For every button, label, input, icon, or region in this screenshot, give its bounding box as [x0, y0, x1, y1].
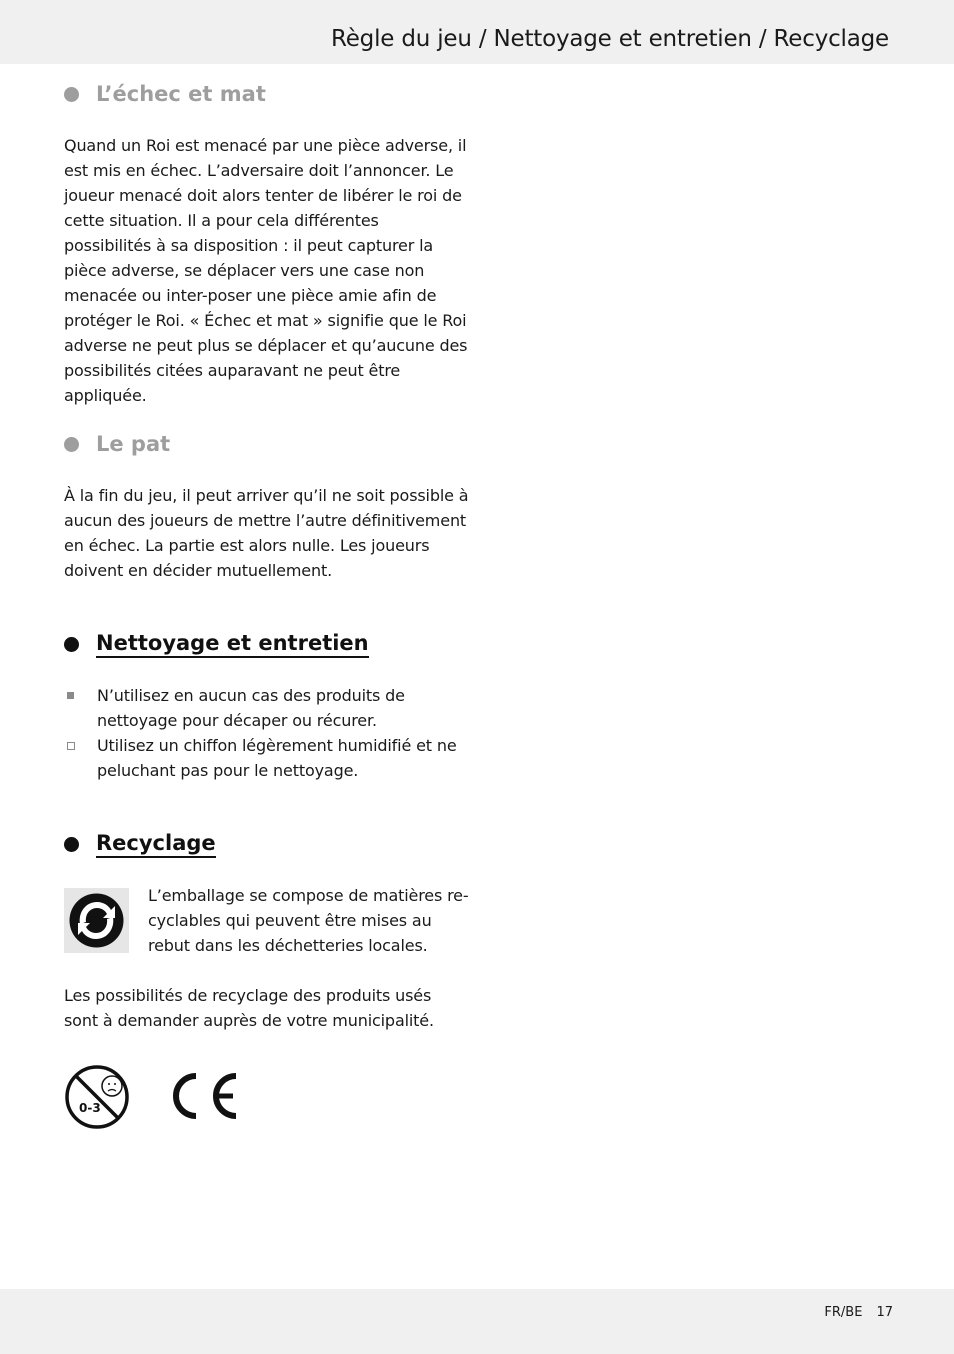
ce-mark-icon: [169, 1071, 241, 1121]
section-heading-stalemate: [64, 429, 170, 459]
green-dot-recycling-icon: [64, 888, 129, 953]
stalemate-paragraph: À la fin du jeu, il peut arriver qu’il ne soit possible à aucun des joueurs de mettre l’autre définitivement en échec. La partie est alors nulle. Les joueurs doivent en décider mutuellement.: [64, 486, 469, 580]
bullet-icon: [64, 837, 79, 852]
checkmate-paragraph: Quand un Roi est menacé par une pièce adverse, il est mis en échec. L’adversaire doit l’annoncer. Le joueur menacé doit alors tenter de libérer le roi de cette situation. Il a pour cela différentes possibilités à sa disposition : il peut capturer la pièce adverse, se déplacer vers une case non menacée ou inter-poser une pièce amie afin de protéger le Roi. « Échec et mat » signifie que le Roi adverse ne peut plus se déplacer et qu’aucune des possibilités citées auparavant ne peut être appliquée.: [64, 136, 468, 405]
age-label: 0-3: [79, 1101, 101, 1115]
section-heading-checkmate: [64, 79, 266, 109]
heading-text: Recyclage: [96, 831, 216, 858]
heading-text: Le pat: [96, 432, 171, 456]
page-header-title: Règle du jeu / Nettoyage et entretien / Recyclage: [330, 26, 889, 52]
cleaning-list: [64, 683, 469, 783]
packaging-recycling-text: L’emballage se compose de matières re-cyclables qui peuvent être mises au rebut dans les déchetteries locales.: [148, 886, 469, 955]
page-footer: [824, 1305, 893, 1320]
bullet-icon: [64, 637, 79, 652]
filled-square-bullet-icon: [67, 692, 74, 699]
not-suitable-0-3-icon: [64, 1064, 130, 1130]
list-item-text: N’utilisez en aucun cas des produits de nettoyage pour décaper ou récurer.: [97, 686, 405, 730]
heading-text: Nettoyage et entretien: [96, 631, 369, 658]
list-item-text: Utilisez un chiffon légèrement humidifié et ne peluchant pas pour le nettoyage.: [97, 736, 457, 780]
footer-band: [0, 1289, 954, 1354]
recycling-paragraph: Les possibilités de recyclage des produits usés sont à demander auprès de votre municipalité.: [64, 986, 434, 1030]
heading-text: L’échec et mat: [96, 82, 266, 106]
section-heading-recycling: [64, 829, 216, 859]
list-item: [64, 733, 469, 783]
list-item: [64, 683, 469, 733]
bullet-icon: [64, 437, 79, 452]
footer-locale: FR/BE: [824, 1305, 863, 1320]
empty-square-bullet-icon: [67, 742, 75, 750]
page-number: 17: [876, 1305, 893, 1320]
bullet-icon: [64, 87, 79, 102]
section-heading-cleaning: [64, 629, 369, 659]
